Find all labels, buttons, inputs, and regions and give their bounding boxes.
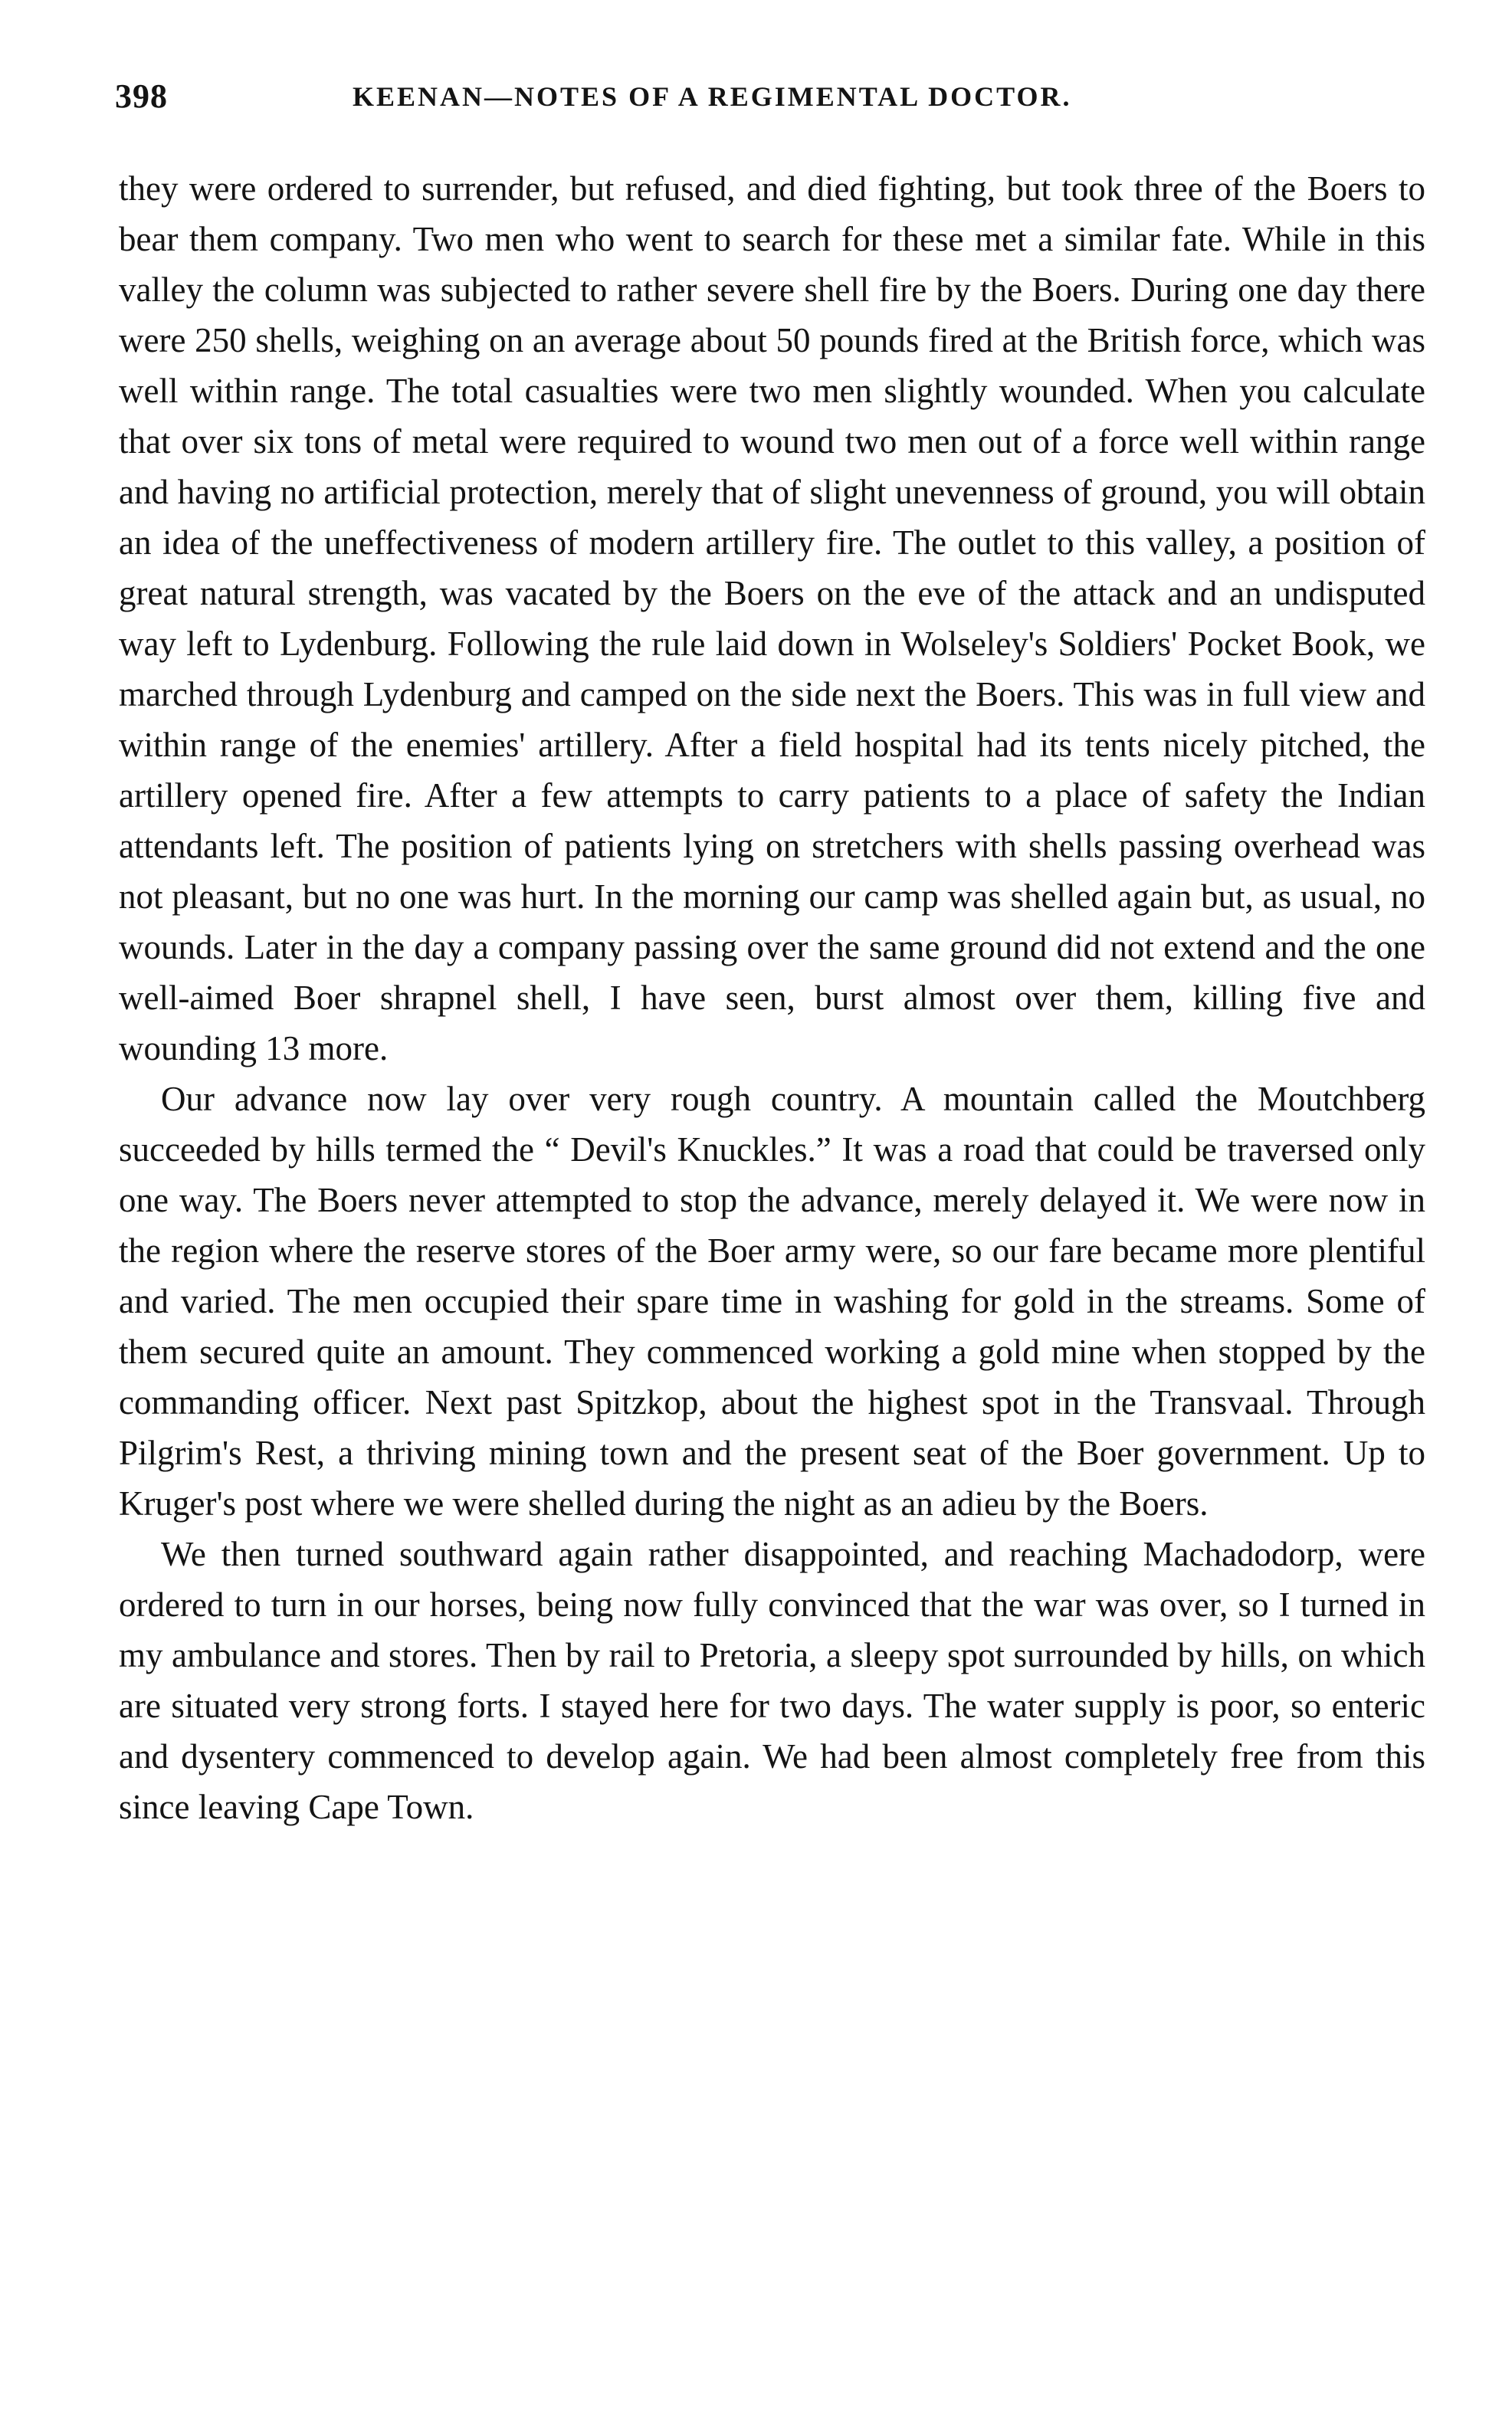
paragraph-1: they were ordered to surrender, but refused, and died fighting, but took three of the Boers to bear them company. Two men who went to search for these met a similar fate. While in this valley the column was subjected to rather severe shell fire by the Boers. During one day there were 250 shells, weighing on an average about 50 pounds fired at the British force, which was well within range. The total casualties were two men slightly wounded. When you calculate that over six tons of metal were required to wound two men out of a force well within range and having no artificial protection, merely that of slight unevenness of ground, you will obtain an idea of the uneffectiveness of modern artillery fire. The outlet to this valley, a position of great natural strength, was vacated by the Boers on the eve of the attack and an undisputed way left to Lydenburg. Following the rule laid down in Wolseley's Soldiers' Pocket Book, we marched through Lydenburg and camped on the side next the Boers. This was in full view and within range of the enemies' artillery. After a field hospital had its tents nicely pitched, the artillery opened fire. After a few attempts to carry patients to a place of safety the Indian attendants left. The position of patients lying on stretchers with shells passing overhead was not pleasant, but no one was hurt. In the morning our camp was shelled again but, as usual, no wounds. Later in the day a company passing over the same ground did not extend and the one well-aimed Boer shrapnel shell, I have seen, burst almost over them, killing five and wounding 13 more. [119, 169, 1425, 1067]
page-number: 398 [115, 77, 168, 115]
running-head [115, 74, 1425, 120]
body-text [119, 163, 1425, 1832]
running-title: KEENAN—NOTES OF A REGIMENTAL DOCTOR. [353, 81, 1072, 112]
paragraph-3: We then turned southward again rather disappointed, and reaching Machadodorp, were ordered to turn in our horses, being now fully convinced that the war was over, so I turned in my ambulance and stores. Then by rail to Pretoria, a sleepy spot surrounded by hills, on which are situated very strong forts. I stayed here for two days. The water supply is poor, so enteric and dysentery commenced to develop again. We had been almost completely free from this since leaving Cape Town. [119, 1535, 1425, 1826]
paragraph-2: Our advance now lay over very rough country. A mountain called the Moutchberg succeeded by hills termed the “ Devil's Knuckles.” It was a road that could be traversed only one way. The Boers never attempted to stop the advance, merely delayed it. We were now in the region where the reserve stores of the Boer army were, so our fare became more plentiful and varied. The men occupied their spare time in washing for gold in the streams. Some of them secured quite an amount. They commenced working a gold mine when stopped by the commanding officer. Next past Spitzkop, about the highest spot in the Transvaal. Through Pilgrim's Rest, a thriving mining town and the present seat of the Boer government. Up to Kruger's post where we were shelled during the night as an adieu by the Boers. [119, 1080, 1425, 1523]
